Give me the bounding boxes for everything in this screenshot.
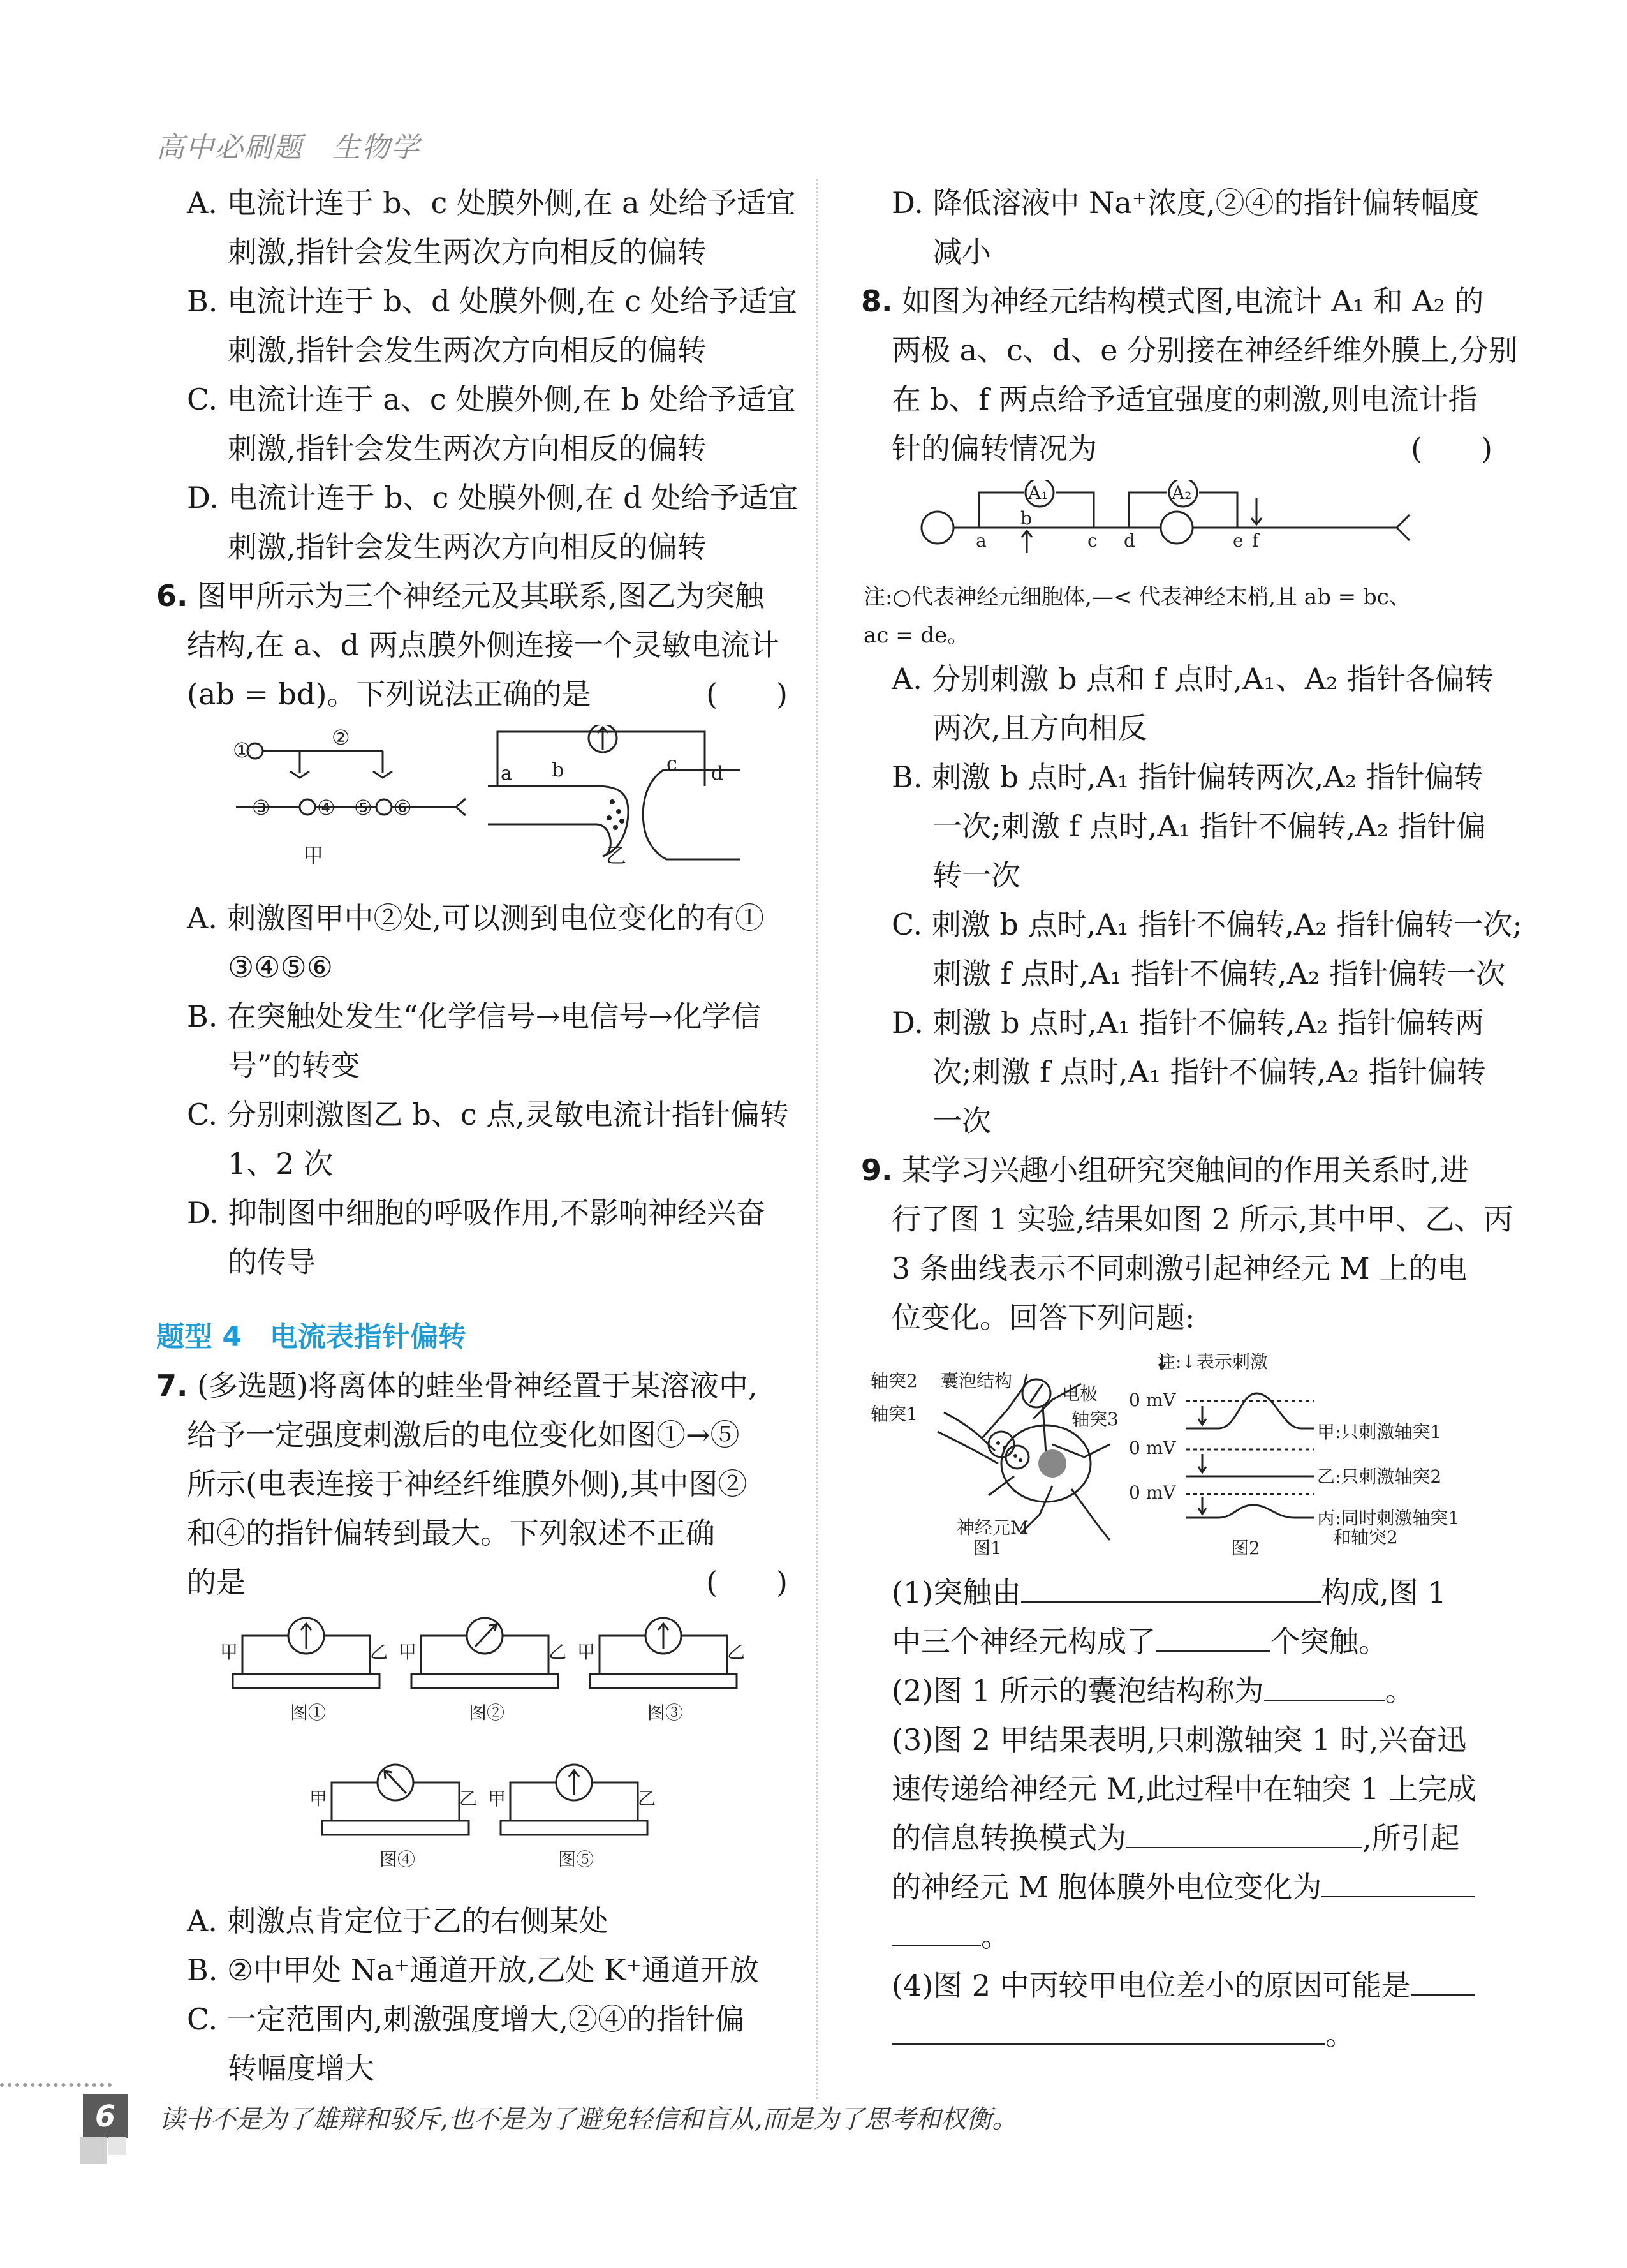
- q9-sub3-line4: [861, 1863, 1499, 1912]
- q8-label-f: f: [1252, 530, 1259, 551]
- q6-label-a: a: [501, 762, 512, 785]
- q9-blank-2[interactable]: [1156, 1625, 1270, 1652]
- q6-option-b: B. 在突触处发生“化学信号→电信号→化学信: [187, 999, 761, 1034]
- footer-decor-square-small: [108, 2137, 126, 2155]
- q7-diagram: [156, 1613, 794, 1888]
- q9-sub3d-prefix: 的神经元 M 胞体膜外电位变化为: [892, 1870, 1322, 1904]
- q9-label-jia: 甲:只刺激轴突1: [1317, 1421, 1442, 1442]
- q9-label-mv2: 0 mV: [1129, 1437, 1176, 1458]
- q7-figure: [156, 1613, 794, 1890]
- q7-fig-5-caption: 图⑤: [558, 1849, 594, 1870]
- q7-stem-5: 的是: [187, 1565, 246, 1599]
- q9-label-mv1: 0 mV: [1129, 1390, 1176, 1411]
- q9-blank-5[interactable]: [1321, 1871, 1475, 1897]
- q6-label-3: ③: [252, 796, 270, 820]
- q7-option-d-cont: 减小: [932, 235, 991, 269]
- q7-jia-2: 甲: [399, 1642, 417, 1663]
- q9-stem-3: 3 条曲线表示不同刺激引起神经元 M 上的电: [892, 1251, 1468, 1286]
- q9-sub1-suffix: 构成,图 1: [1321, 1575, 1447, 1610]
- q7-jia-5: 甲: [488, 1788, 506, 1809]
- q7-stem-1: (多选题)将离体的蛙坐骨神经置于某溶液中,: [197, 1368, 758, 1403]
- section-title: 题型 4 电流表指针偏转: [156, 1321, 466, 1353]
- q7-yi-3: 乙: [727, 1642, 746, 1663]
- q6-answer-paren: ( ): [706, 677, 788, 711]
- q7-fig-1-caption: 图①: [290, 1702, 327, 1723]
- q7-yi-4: 乙: [459, 1788, 478, 1809]
- q8-option-b-cont2: 转一次: [932, 858, 1020, 893]
- q8-option-b: B. 刺激 b 点时,A₁ 指针偏转两次,A₂ 指针偏转: [892, 760, 1483, 794]
- q5-option-d-cont: 刺激,指针会发生两次方向相反的偏转: [228, 530, 707, 564]
- q5-options: [156, 179, 799, 572]
- q8-stem-4: 针的偏转情况为: [892, 431, 1097, 466]
- q9-label-electrode: 电极: [1062, 1383, 1098, 1404]
- q8-label-b: b: [1020, 508, 1032, 529]
- q9-sub4-prefix: (4)图 2 中丙较甲电位差小的原因可能是: [892, 1968, 1411, 2003]
- q6-option-c: C. 分别刺激图乙 b、c 点,灵敏电流计指针偏转: [187, 1097, 789, 1132]
- q7-number: 7.: [156, 1368, 188, 1403]
- q9-sub3e-suffix: 。: [981, 1919, 1010, 1953]
- q9-sub1-line2: [861, 1617, 1499, 1666]
- q9-sub1-line1: [861, 1568, 1499, 1617]
- q8-option-c-cont: 刺激 f 点时,A₁ 指针不偏转,A₂ 指针偏转一次: [932, 956, 1506, 991]
- q6-option-d-cont: 的传导: [228, 1245, 316, 1279]
- q6-diagram: [156, 725, 794, 885]
- q7-fig-3-caption: 图③: [647, 1702, 684, 1723]
- q6-stem-2: 结构,在 a、d 两点膜外侧连接一个灵敏电流计: [187, 628, 779, 662]
- q9-sub4-line2: [861, 2010, 1499, 2059]
- q9-label-axon1: 轴突1: [871, 1404, 918, 1425]
- q6-label-1: ①: [233, 738, 251, 762]
- q9-label-axon3: 轴突3: [1071, 1409, 1119, 1430]
- q6-label-yi: 乙: [606, 843, 627, 868]
- q8-option-a-cont: 两次,且方向相反: [932, 711, 1147, 745]
- q9-label-bing2: 和轴突2: [1333, 1527, 1398, 1548]
- q9-blank-6[interactable]: [1411, 1969, 1475, 1996]
- q9-label-fig1: 图1: [973, 1538, 1002, 1559]
- q7-fig-2-caption: 图②: [469, 1702, 505, 1723]
- question-9: [861, 1146, 1513, 2059]
- q9-sub2-line: [861, 1666, 1499, 1716]
- question-7: [156, 1361, 794, 2093]
- q6-label-2: ②: [332, 725, 350, 750]
- q7-meter-1: [233, 1618, 379, 1688]
- q9-stem-2: 行了图 1 实验,结果如图 2 所示,其中甲、乙、丙: [892, 1202, 1513, 1236]
- q9-sub1b-prefix: 中三个神经元构成了: [892, 1624, 1156, 1659]
- q7-option-d: D. 降低溶液中 Na⁺浓度,②④的指针偏转幅度: [892, 186, 1480, 220]
- q9-blank-5-cont[interactable]: [892, 1920, 981, 1946]
- q8-option-d: D. 刺激 b 点时,A₁ 指针不偏转,A₂ 指针偏转两: [892, 1005, 1484, 1040]
- q7-option-c: C. 一定范围内,刺激强度增大,②④的指针偏: [187, 2002, 745, 2036]
- q6-stem-3: (ab = bd)。下列说法正确的是: [187, 677, 591, 711]
- footer-dotted-rule: [0, 2083, 112, 2087]
- q9-label-fig2: 图2: [1231, 1538, 1260, 1559]
- question-6: [156, 572, 794, 1287]
- q7-yi-5: 乙: [638, 1788, 656, 1809]
- q6-label-jia: 甲: [303, 843, 324, 868]
- q9-sub3-line3: [861, 1814, 1499, 1863]
- q6-option-c-cont: 1、2 次: [228, 1146, 334, 1181]
- q9-label-neuron-m: 神经元M: [957, 1517, 1029, 1538]
- q9-blank-1[interactable]: [1021, 1576, 1321, 1603]
- question-8: [861, 277, 1522, 1146]
- q5-option-a: A. 电流计连于 b、c 处膜外侧,在 a 处给予适宜: [187, 186, 796, 220]
- q8-note-1: 注:○代表神经元细胞体,—< 代表神经末梢,且 ab = bc、: [864, 584, 1411, 610]
- q9-sub3-line1: (3)图 2 甲结果表明,只刺激轴突 1 时,兴奋迅: [892, 1723, 1467, 1757]
- q7-meter-5: [501, 1765, 647, 1835]
- q6-figure: [156, 725, 794, 887]
- q9-stem-4: 位变化。回答下列问题:: [892, 1300, 1195, 1335]
- q5-option-c: C. 电流计连于 a、c 处膜外侧,在 b 处给予适宜: [187, 382, 796, 417]
- q7-option-c-cont: 转幅度增大: [228, 2051, 374, 2086]
- left-column: [156, 179, 799, 2093]
- q9-blank-3[interactable]: [1264, 1674, 1385, 1701]
- q7-stem-4: 和④的指针偏转到最大。下列叙述不正确: [187, 1516, 715, 1550]
- q9-sub3-line5: [861, 1912, 1499, 1961]
- q9-diagram: [861, 1349, 1499, 1559]
- q5-option-d: D. 电流计连于 b、c 处膜外侧,在 d 处给予适宜: [187, 480, 799, 515]
- q6-label-4: ④: [317, 796, 335, 820]
- q5-option-c-cont: 刺激,指针会发生两次方向相反的偏转: [228, 431, 707, 466]
- q9-figure: [861, 1349, 1499, 1562]
- q5-option-b: B. 电流计连于 b、d 处膜外侧,在 c 处给予适宜: [187, 284, 797, 318]
- q7-answer-paren: ( ): [706, 1565, 788, 1599]
- q8-label-a1: A₁: [1028, 482, 1049, 503]
- q9-sub1b-suffix: 个突触。: [1270, 1624, 1388, 1659]
- q9-label-bing: 丙:同时刺激轴突1: [1317, 1508, 1460, 1529]
- q9-sub1-prefix: (1)突触由: [892, 1575, 1022, 1610]
- q9-sub4-line1: [861, 1961, 1499, 2010]
- q8-figure: [861, 480, 1499, 572]
- q9-number: 9.: [861, 1153, 893, 1187]
- q8-option-d-cont2: 一次: [932, 1104, 991, 1138]
- q9-sub3c-prefix: 的信息转换模式为: [892, 1821, 1126, 1855]
- column-divider: [816, 179, 818, 2099]
- q7-meter-3: [590, 1618, 737, 1688]
- q9-sub3c-suffix: ,所引起: [1362, 1821, 1460, 1855]
- right-column: [861, 179, 1522, 2059]
- q6-option-a: A. 刺激图甲中②处,可以测到电位变化的有①: [187, 901, 765, 935]
- q7-meter-2: [411, 1618, 558, 1688]
- q6-option-d: D. 抑制图中细胞的呼吸作用,不影响神经兴奋: [187, 1196, 766, 1230]
- q9-sub3-line2: 速传递给神经元 M,此过程中在轴突 1 上完成: [892, 1772, 1476, 1806]
- q8-option-c: C. 刺激 b 点时,A₁ 指针不偏转,A₂ 指针偏转一次;: [892, 907, 1522, 942]
- q6-label-5: ⑤: [354, 796, 372, 820]
- q9-sub4-suffix: 。: [1325, 2017, 1355, 2052]
- q7-option-b: B. ②中甲处 Na⁺通道开放,乙处 K⁺通道开放: [187, 1953, 759, 1987]
- q8-label-d: d: [1124, 530, 1135, 551]
- q9-blank-4[interactable]: [1126, 1821, 1362, 1848]
- q8-label-e: e: [1233, 530, 1244, 551]
- q8-option-b-cont: 一次;刺激 f 点时,A₁ 指针不偏转,A₂ 指针偏: [932, 809, 1486, 843]
- q8-number: 8.: [861, 284, 893, 318]
- footer-decor-square: [80, 2137, 107, 2164]
- q6-label-d: d: [711, 762, 724, 785]
- q7-jia-4: 甲: [309, 1788, 328, 1809]
- q6-option-a-cont: ③④⑤⑥: [228, 950, 333, 984]
- q9-sub2-prefix: (2)图 1 所示的囊泡结构称为: [892, 1673, 1264, 1708]
- q5-option-b-cont: 刺激,指针会发生两次方向相反的偏转: [228, 333, 707, 367]
- q6-stem-1: 图甲所示为三个神经元及其联系,图乙为突触: [197, 579, 764, 613]
- q6-number: 6.: [156, 579, 188, 613]
- q7-jia-3: 甲: [577, 1642, 596, 1663]
- running-header: 高中必刷题 生物学: [156, 131, 420, 164]
- footer-motto: 读书不是为了雄辩和驳斥,也不是为了避免轻信和盲从,而是为了思考和权衡。: [159, 2105, 1018, 2134]
- q8-label-c: c: [1087, 530, 1098, 551]
- q8-diagram: [861, 480, 1499, 569]
- q8-stem-3: 在 b、f 两点给予适宜强度的刺激,则电流计指: [892, 382, 1478, 417]
- q6-label-6: ⑥: [394, 796, 412, 820]
- q8-answer-paren: ( ): [1411, 431, 1492, 466]
- q7-yi-2: 乙: [548, 1642, 567, 1663]
- q8-note-2: ac = de。: [864, 623, 969, 648]
- q5-option-a-cont: 刺激,指针会发生两次方向相反的偏转: [228, 235, 707, 269]
- q9-label-axon2: 轴突2: [871, 1370, 918, 1391]
- q6-label-c: c: [666, 753, 677, 775]
- q9-blank-6-cont[interactable]: [892, 2018, 1325, 2045]
- q9-stem-1: 某学习兴趣小组研究突触间的作用关系时,进: [902, 1153, 1469, 1187]
- q8-option-a: A. 分别刺激 b 点和 f 点时,A₁、A₂ 指针各偏转: [892, 662, 1494, 696]
- q7-option-a: A. 刺激点肯定位于乙的右侧某处: [187, 1904, 608, 1938]
- q6-label-b: b: [552, 759, 564, 782]
- q8-stem-2: 两极 a、c、d、e 分别接在神经纤维外膜上,分别: [892, 333, 1518, 367]
- q8-label-a2: A₂: [1172, 482, 1192, 503]
- q7-stem-3: 所示(电表连接于神经纤维膜外侧),其中图②: [187, 1467, 747, 1501]
- q7-fig-4-caption: 图④: [379, 1849, 416, 1870]
- q9-label-yi: 乙:只刺激轴突2: [1317, 1466, 1442, 1487]
- q9-sub2-suffix: 。: [1385, 1673, 1415, 1708]
- q9-label-mv3: 0 mV: [1129, 1482, 1176, 1503]
- q7-meter-4: [322, 1765, 469, 1835]
- q9-label-note: 注:↓表示刺激: [1158, 1351, 1268, 1372]
- q7-jia-1: 甲: [220, 1642, 239, 1663]
- q8-label-a: a: [976, 530, 987, 551]
- q7-yi-1: 乙: [370, 1642, 388, 1663]
- q8-option-d-cont: 次;刺激 f 点时,A₁ 指针不偏转,A₂ 指针偏转: [932, 1055, 1486, 1089]
- page-number: 6: [83, 2094, 128, 2138]
- q6-option-b-cont: 号”的转变: [228, 1048, 360, 1083]
- q9-label-vesicle: 囊泡结构: [941, 1370, 1013, 1391]
- q8-stem-1: 如图为神经元结构模式图,电流计 A₁ 和 A₂ 的: [902, 284, 1484, 318]
- q7-stem-2: 给予一定强度刺激后的电位变化如图①→⑤: [187, 1418, 740, 1452]
